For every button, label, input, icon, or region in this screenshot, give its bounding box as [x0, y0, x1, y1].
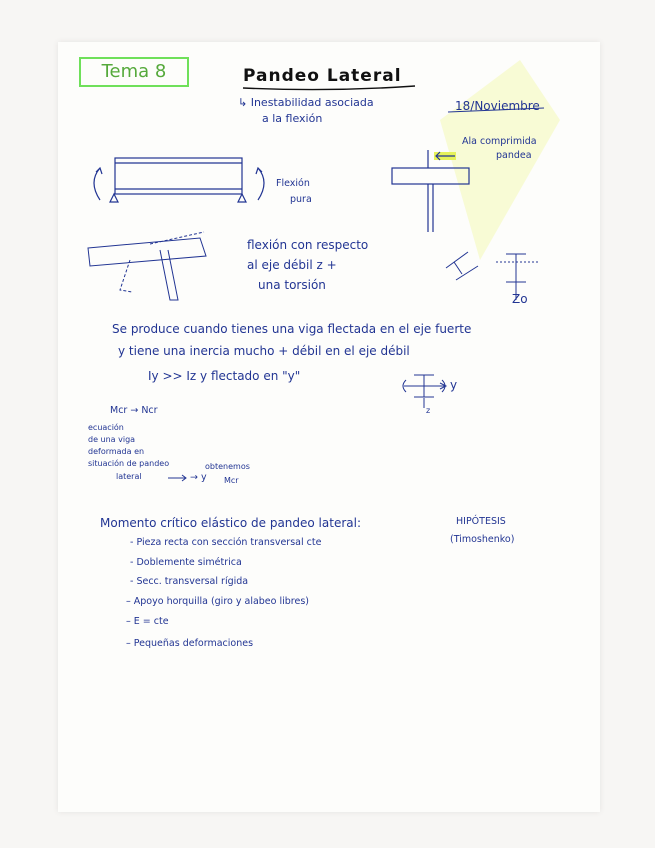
zo-label: Zo [512, 292, 528, 306]
equation-note-5: lateral [116, 472, 142, 481]
hypothesis-item: - Secc. transversal rígida [130, 576, 249, 587]
obtain-label-1: obtenemos [205, 462, 250, 471]
page-title: Pandeo Lateral [243, 66, 402, 86]
obtain-label-2: Mcr [224, 476, 239, 485]
hypothesis-label: HIPÓTESIS [456, 516, 506, 527]
timoshenko-label: (Timoshenko) [450, 534, 515, 545]
respect-line-1: flexión con respecto [247, 238, 369, 252]
respect-line-3: una torsión [258, 278, 326, 292]
body-line-2: y tiene una inercia mucho + débil en el eje débil [118, 344, 410, 358]
subtitle-line-2: a la flexión [262, 112, 323, 125]
z-axis-label: z [426, 406, 431, 415]
critical-moment-heading: Momento crítico elástico de pandeo lateral: [100, 516, 361, 530]
i-section-axes [403, 375, 446, 408]
hypothesis-item: – Apoyo horquilla (giro y alabeo libres) [126, 596, 309, 607]
torsion-sketch [88, 232, 206, 300]
hypothesis-item: – E = cte [126, 616, 169, 627]
arrow-y-label: → y [190, 472, 207, 483]
annotation-compressed-flange: Ala comprimida [462, 136, 537, 147]
title-underline [243, 86, 415, 90]
inertia-inequality: Iy >> Iz y flectado en "y" [148, 369, 301, 383]
annotation-buckles: pandea [496, 150, 532, 161]
hypothesis-item: – Pequeñas deformaciones [126, 638, 254, 649]
beam-diagram [94, 158, 264, 202]
arrow-icon [168, 475, 186, 481]
equation-note-3: deformada en [88, 447, 145, 456]
body-line-1: Se produce cuando tienes una viga flectada en el eje fuerte [112, 322, 472, 336]
hypothesis-item: - Doblemente simétrica [130, 557, 242, 568]
hypothesis-item: - Pieza recta con sección transversal cte [130, 537, 322, 548]
y-axis-label: y [450, 378, 458, 392]
label-flexion: Flexión [276, 178, 310, 189]
respect-line-2: al eje débil z + [247, 258, 337, 272]
equation-note-1: ecuación [88, 423, 124, 432]
topic-tag: Tema 8 [79, 57, 189, 87]
equation-note-4: situación de pandeo [88, 459, 170, 468]
equation-note-2: de una viga [88, 435, 136, 444]
label-pura: pura [290, 194, 312, 205]
date-label: 18/Noviembre [455, 99, 540, 113]
subtitle-line-1: ↳ Inestabilidad asociada [238, 96, 374, 109]
mcr-ncr-label: Mcr → Ncr [110, 405, 158, 416]
